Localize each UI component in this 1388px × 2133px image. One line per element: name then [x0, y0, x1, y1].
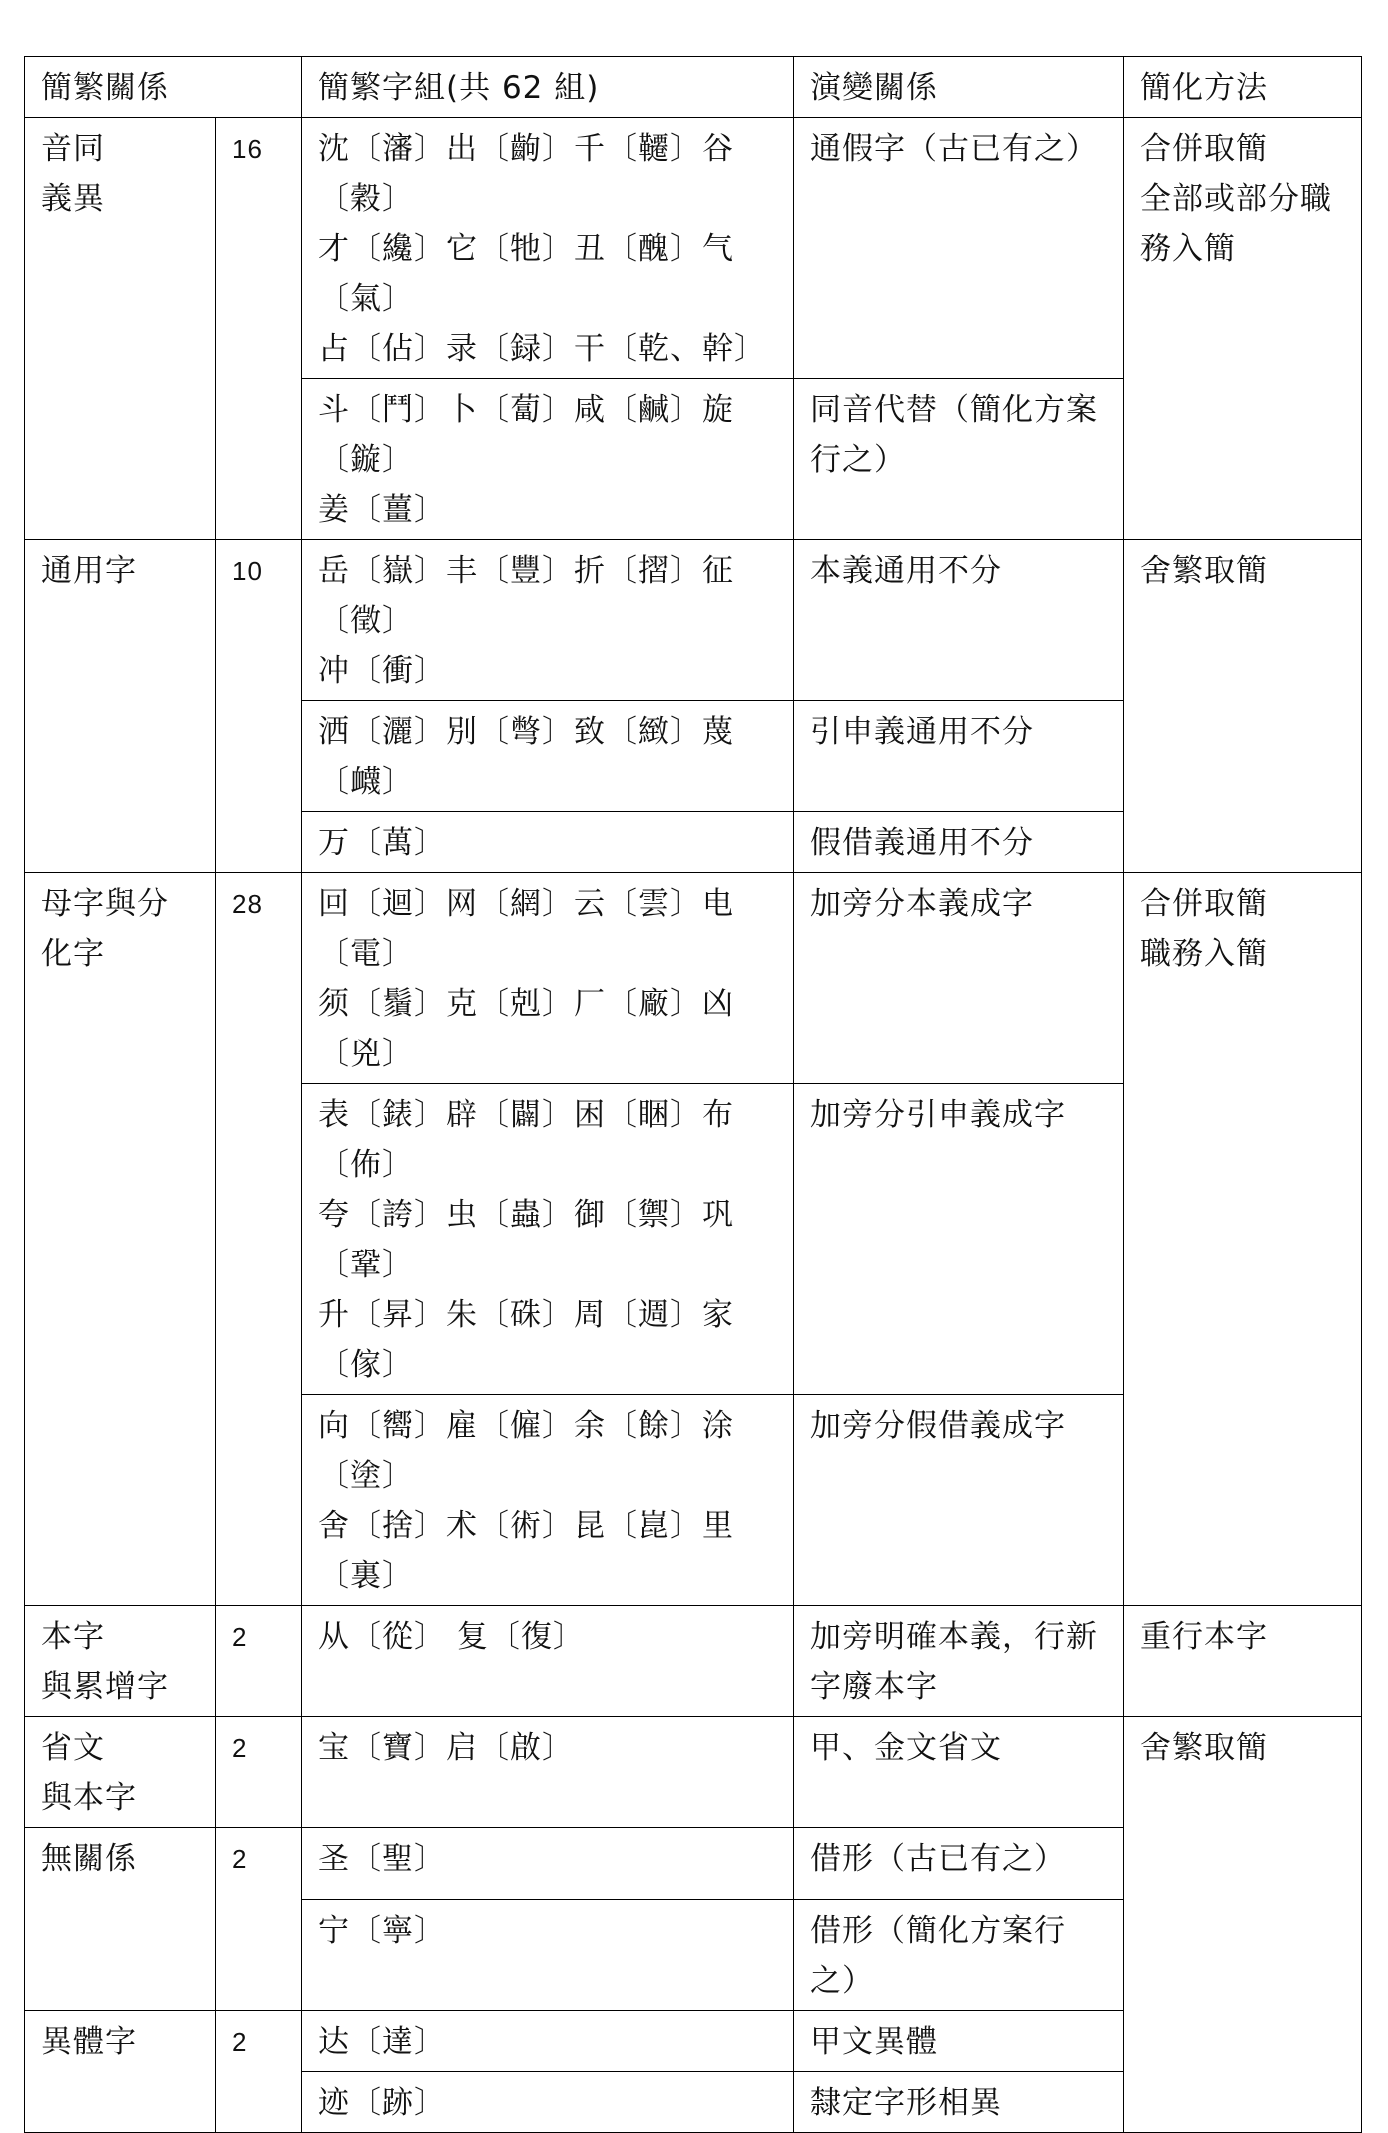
evolution-cell: 借形（簡化方案行 之） — [794, 1900, 1124, 2011]
count-cell: 28 — [216, 873, 302, 1606]
evolution-cell: 借形（古已有之） — [794, 1828, 1124, 1900]
count-cell: 16 — [216, 118, 302, 540]
groups-cell: 圣〔聖〕 — [302, 1828, 794, 1900]
count-cell: 2 — [216, 1828, 302, 2011]
evolution-cell: 通假字（古已有之） — [794, 118, 1124, 379]
relation-cell: 母字與分 化字 — [25, 873, 216, 1606]
table-row — [25, 873, 1362, 1084]
header-evolution: 演變關係 — [794, 57, 1124, 118]
evolution-cell: 加旁明確本義，行新 字廢本字 — [794, 1606, 1124, 1717]
groups-cell: 沈〔瀋〕出〔齣〕千〔韆〕谷〔穀〕 才〔纔〕它〔牠〕丑〔醜〕气〔氣〕 占〔佔〕录〔録〕干〔乾、幹〕 — [302, 118, 794, 379]
groups-cell: 迹〔跡〕 — [302, 2072, 794, 2133]
method-cell: 舍繁取簡 — [1124, 1717, 1362, 2133]
relation-cell: 無關係 — [25, 1828, 216, 2011]
groups-cell: 岳〔嶽〕丰〔豐〕折〔摺〕征〔徵〕 冲〔衝〕 — [302, 540, 794, 701]
groups-cell: 万〔萬〕 — [302, 812, 794, 873]
evolution-cell: 加旁分引申義成字 — [794, 1084, 1124, 1395]
header-row — [25, 57, 1362, 118]
simplification-table — [24, 56, 1362, 2133]
table-row — [25, 1717, 1362, 1828]
evolution-cell: 加旁分假借義成字 — [794, 1395, 1124, 1606]
evolution-cell: 本義通用不分 — [794, 540, 1124, 701]
method-cell: 合併取簡 全部或部分職 務入簡 — [1124, 118, 1362, 540]
groups-cell: 宁〔寧〕 — [302, 1900, 794, 2011]
count-cell: 2 — [216, 1606, 302, 1717]
evolution-cell: 甲文異體 — [794, 2011, 1124, 2072]
groups-cell: 宝〔寶〕启〔啟〕 — [302, 1717, 794, 1828]
evolution-cell: 假借義通用不分 — [794, 812, 1124, 873]
header-groups: 簡繁字組(共 62 組) — [302, 57, 794, 118]
count-cell: 2 — [216, 1717, 302, 1828]
count-cell: 2 — [216, 2011, 302, 2133]
groups-cell: 表〔錶〕辟〔闢〕困〔睏〕布〔佈〕 夸〔誇〕虫〔蟲〕御〔禦〕巩〔鞏〕 升〔昇〕朱〔硃〕周〔週〕家〔傢〕 — [302, 1084, 794, 1395]
evolution-cell: 甲、金文省文 — [794, 1717, 1124, 1828]
count-cell: 10 — [216, 540, 302, 873]
header-method: 簡化方法 — [1124, 57, 1362, 118]
groups-cell: 回〔迴〕网〔網〕云〔雲〕电〔電〕 须〔鬚〕克〔剋〕厂〔廠〕凶〔兇〕 — [302, 873, 794, 1084]
groups-cell: 从〔從〕 复〔復〕 — [302, 1606, 794, 1717]
table-row — [25, 1606, 1362, 1717]
method-cell: 重行本字 — [1124, 1606, 1362, 1717]
method-cell: 合併取簡 職務入簡 — [1124, 873, 1362, 1606]
table-row — [25, 118, 1362, 379]
relation-cell: 異體字 — [25, 2011, 216, 2133]
header-relation: 簡繁關係 — [25, 57, 302, 118]
groups-cell: 达〔達〕 — [302, 2011, 794, 2072]
table-row — [25, 540, 1362, 701]
groups-cell: 向〔嚮〕雇〔僱〕余〔餘〕涂〔塗〕 舍〔捨〕术〔術〕昆〔崑〕里〔裏〕 — [302, 1395, 794, 1606]
method-cell: 舍繁取簡 — [1124, 540, 1362, 873]
relation-cell: 本字 與累增字 — [25, 1606, 216, 1717]
evolution-cell: 同音代替（簡化方案 行之） — [794, 379, 1124, 540]
groups-cell: 斗〔鬥〕卜〔蔔〕咸〔鹹〕旋〔鏇〕 姜〔薑〕 — [302, 379, 794, 540]
relation-cell: 省文 與本字 — [25, 1717, 216, 1828]
relation-cell: 音同 義異 — [25, 118, 216, 540]
evolution-cell: 隸定字形相異 — [794, 2072, 1124, 2133]
evolution-cell: 加旁分本義成字 — [794, 873, 1124, 1084]
relation-cell: 通用字 — [25, 540, 216, 873]
groups-cell: 洒〔灑〕別〔彆〕致〔緻〕蔑〔衊〕 — [302, 701, 794, 812]
evolution-cell: 引申義通用不分 — [794, 701, 1124, 812]
